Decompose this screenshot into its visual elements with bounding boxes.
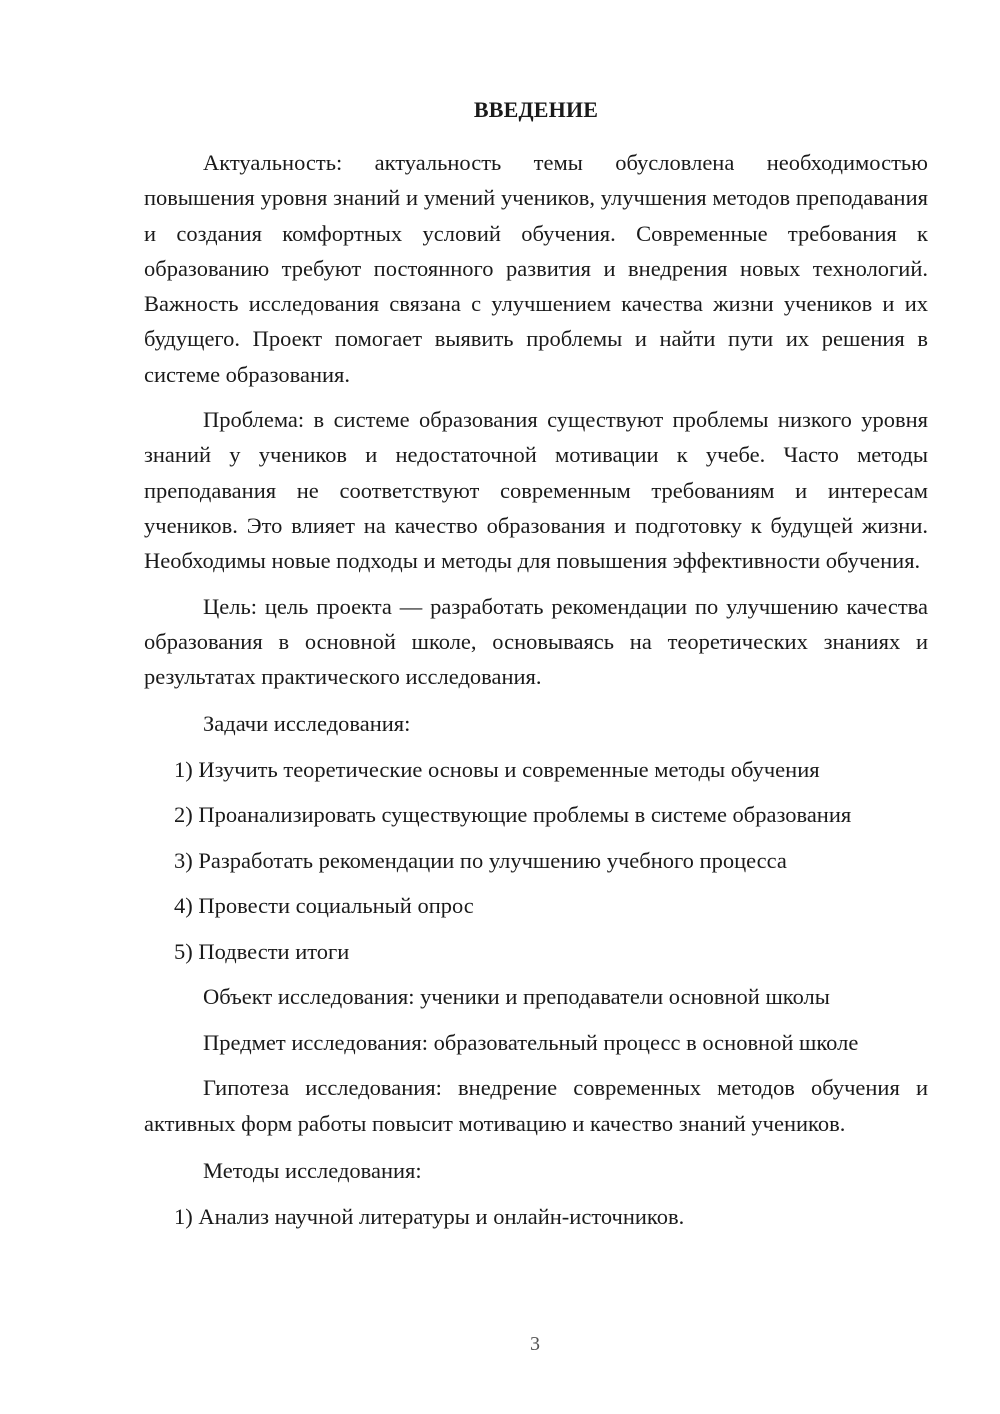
document-title: ВВЕДЕНИЕ: [473, 97, 599, 122]
hypothesis-paragraph: Гипотеза исследования: внедрение современных методов обучения и активных форм работы повысит мотивацию и качество знаний учеников.: [144, 1075, 928, 1136]
methods-list: [144, 1199, 928, 1234]
method-item: 1) Анализ научной литературы и онлайн-источников.: [174, 1203, 685, 1229]
page-number: 3: [530, 1333, 540, 1355]
tasks-list: [144, 752, 928, 969]
task-item: 2) Проанализировать существующие проблемы в системе образования: [174, 802, 852, 828]
document-page: [144, 95, 928, 1244]
methods-heading: Методы исследования:: [203, 1158, 422, 1184]
relevance-paragraph: Актуальность: актуальность темы обусловлена необходимостью повышения уровня знаний и умений учеников, улучшения методов преподавания и создания комфортных условий обучения. Современные требования к образованию требуют постоянного развития и внедрения новых технологий. Важность исследования связана с улучшением качества жизни учеников и их будущего. Проект помогает выявить проблемы и найти пути их решения в системе образования.: [144, 150, 928, 387]
research-object: Объект исследования: ученики и преподаватели основной школы: [203, 984, 830, 1010]
task-item: 5) Подвести итоги: [174, 938, 350, 964]
task-item: 3) Разработать рекомендации по улучшению учебного процесса: [174, 847, 787, 873]
task-item: 4) Провести социальный опрос: [174, 893, 474, 919]
goal-paragraph: Цель: цель проекта — разработать рекомендации по улучшению качества образования в основной школе, основываясь на теоретических знаниях и результатах практического исследования.: [144, 593, 928, 690]
research-subject: Предмет исследования: образовательный процесс в основной школе: [203, 1029, 859, 1055]
problem-paragraph: Проблема: в системе образования существуют проблемы низкого уровня знаний у учеников и недостаточной мотивации к учебе. Часто методы преподавания не соответствуют современным требованиям и интересам учеников. Это влияет на качество образования и подготовку к будущей жизни. Необходимы новые подходы и методы для повышения эффективности обучения.: [144, 407, 928, 574]
task-item: 1) Изучить теоретические основы и современные методы обучения: [174, 756, 820, 782]
tasks-heading: Задачи исследования:: [203, 711, 411, 737]
